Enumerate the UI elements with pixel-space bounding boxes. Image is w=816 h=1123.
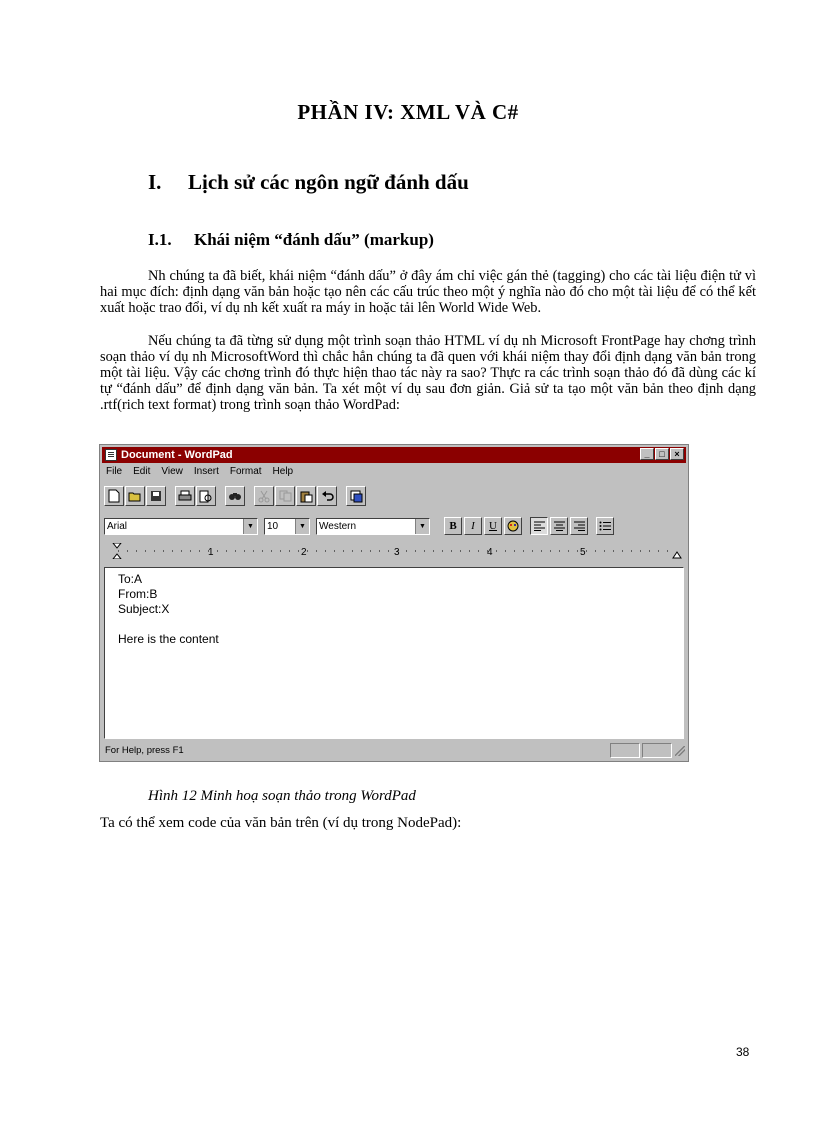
menu-bar: [104, 466, 302, 477]
subsection-heading: [148, 230, 434, 250]
print-preview-icon[interactable]: [196, 486, 216, 506]
script-value: Western: [319, 520, 357, 532]
print-icon[interactable]: [175, 486, 195, 506]
font-name-select[interactable]: [104, 518, 258, 535]
paragraph-1: Nh chúng ta đã biết, khái niệm “đánh dấu” ở đây ám chỉ việc gán thẻ (tagging) cho các tài liệu điện tử vì hai mục đích: định dạng văn bản hoặc tạo nên các cấu trúc theo một ý nghĩa nào đó cho một tài liệu để có thể kết xuất hoặc trao đổi, ví dụ nh kết xuất ra máy in hoặc tải lên World Wide Web.: [100, 268, 756, 316]
ruler-mark-2: 2: [301, 547, 307, 558]
underline-button[interactable]: U: [484, 517, 502, 535]
italic-button[interactable]: I: [464, 517, 482, 535]
color-palette-icon[interactable]: [504, 517, 522, 535]
resize-grip-icon[interactable]: [674, 745, 686, 757]
dropdown-arrow-icon[interactable]: ▼: [415, 519, 429, 534]
content-line: Here is the content: [118, 632, 219, 646]
ruler-mark-4: 4: [487, 547, 493, 558]
window-controls: [639, 448, 684, 460]
cut-icon[interactable]: [254, 486, 274, 506]
subsection-title: Khái niệm “đánh dấu” (markup): [194, 230, 434, 249]
save-icon[interactable]: [146, 486, 166, 506]
dropdown-arrow-icon[interactable]: ▼: [295, 519, 309, 534]
window-title: Document - WordPad: [121, 449, 233, 461]
content-line: [118, 617, 683, 632]
dropdown-arrow-icon[interactable]: ▼: [243, 519, 257, 534]
paragraph-2: Nếu chúng ta đã từng sử dụng một trình soạn thảo HTML ví dụ nh Microsoft FrontPage hay chơng trình soạn thảo ví dụ nh MicrosoftWord thì chắc hẳn chúng ta đã quen với khái niệm thay đổi định dạng văn bản trong một tài liệu. Vậy các chơng trình đó thực hiện thao tác này ra sao? Thực ra các trình soạn thảo đó đã dùng các kí tự “đánh dấu” để định dạng văn bản. Ta xét một ví dụ sau đơn giản. Giả sử ta tạo một văn bản theo định dạng .rtf(rich text format) trong trình soạn thảo WordPad:: [100, 333, 756, 413]
close-button[interactable]: ×: [670, 448, 684, 460]
font-name-value: Arial: [107, 520, 128, 532]
standard-toolbar: [104, 483, 684, 509]
subsection-number: I.1.: [148, 230, 172, 249]
script-select[interactable]: [316, 518, 430, 535]
content-line: From:B: [118, 587, 158, 601]
date-time-icon[interactable]: [346, 486, 366, 506]
content-line: To:A: [118, 572, 143, 586]
paste-icon[interactable]: [296, 486, 316, 506]
status-bar: [102, 742, 686, 759]
menu-insert[interactable]: Insert: [193, 466, 219, 477]
status-pane: [610, 743, 640, 758]
bullets-icon[interactable]: [596, 517, 614, 535]
ruler-scale: [104, 543, 684, 559]
menu-edit[interactable]: Edit: [133, 466, 151, 477]
new-icon[interactable]: [104, 486, 124, 506]
ruler-mark-3: 3: [394, 547, 400, 558]
font-size-select[interactable]: [264, 518, 310, 535]
align-center-icon[interactable]: [550, 517, 568, 535]
open-icon[interactable]: [125, 486, 145, 506]
find-icon[interactable]: [225, 486, 245, 506]
status-text: For Help, press F1: [105, 745, 184, 756]
figure-caption: Hình 12 Minh hoạ soạn thảo trong WordPad: [148, 788, 416, 804]
menu-file[interactable]: File: [106, 466, 123, 477]
window-titlebar[interactable]: [102, 447, 686, 463]
wordpad-app-icon[interactable]: [105, 449, 117, 461]
wordpad-window: [99, 444, 689, 762]
ruler[interactable]: [104, 543, 684, 559]
format-bar: [104, 513, 684, 539]
status-pane: [642, 743, 672, 758]
align-right-icon[interactable]: [570, 517, 588, 535]
menu-view[interactable]: View: [161, 466, 183, 477]
bold-button[interactable]: B: [444, 517, 462, 535]
section-heading: [148, 170, 469, 195]
menu-help[interactable]: Help: [272, 466, 294, 477]
following-text: Ta có thể xem code của văn bản trên (ví dụ trong NodePad):: [100, 815, 462, 831]
minimize-button[interactable]: _: [640, 448, 654, 460]
maximize-button[interactable]: □: [655, 448, 669, 460]
font-size-value: 10: [267, 520, 279, 532]
copy-icon[interactable]: [275, 486, 295, 506]
ruler-mark-1: 1: [208, 547, 214, 558]
menu-format[interactable]: Format: [229, 466, 262, 477]
undo-icon[interactable]: [317, 486, 337, 506]
document-area[interactable]: [104, 567, 684, 739]
page-title: PHẦN IV: XML VÀ C#: [297, 100, 519, 124]
page-number: 38: [736, 1045, 750, 1059]
section-number: I.: [148, 170, 162, 194]
align-left-icon[interactable]: [530, 517, 548, 535]
ruler-mark-5: 5: [580, 547, 586, 558]
content-line: Subject:X: [118, 602, 170, 616]
section-title: Lịch sử các ngôn ngữ đánh dấu: [188, 170, 469, 194]
